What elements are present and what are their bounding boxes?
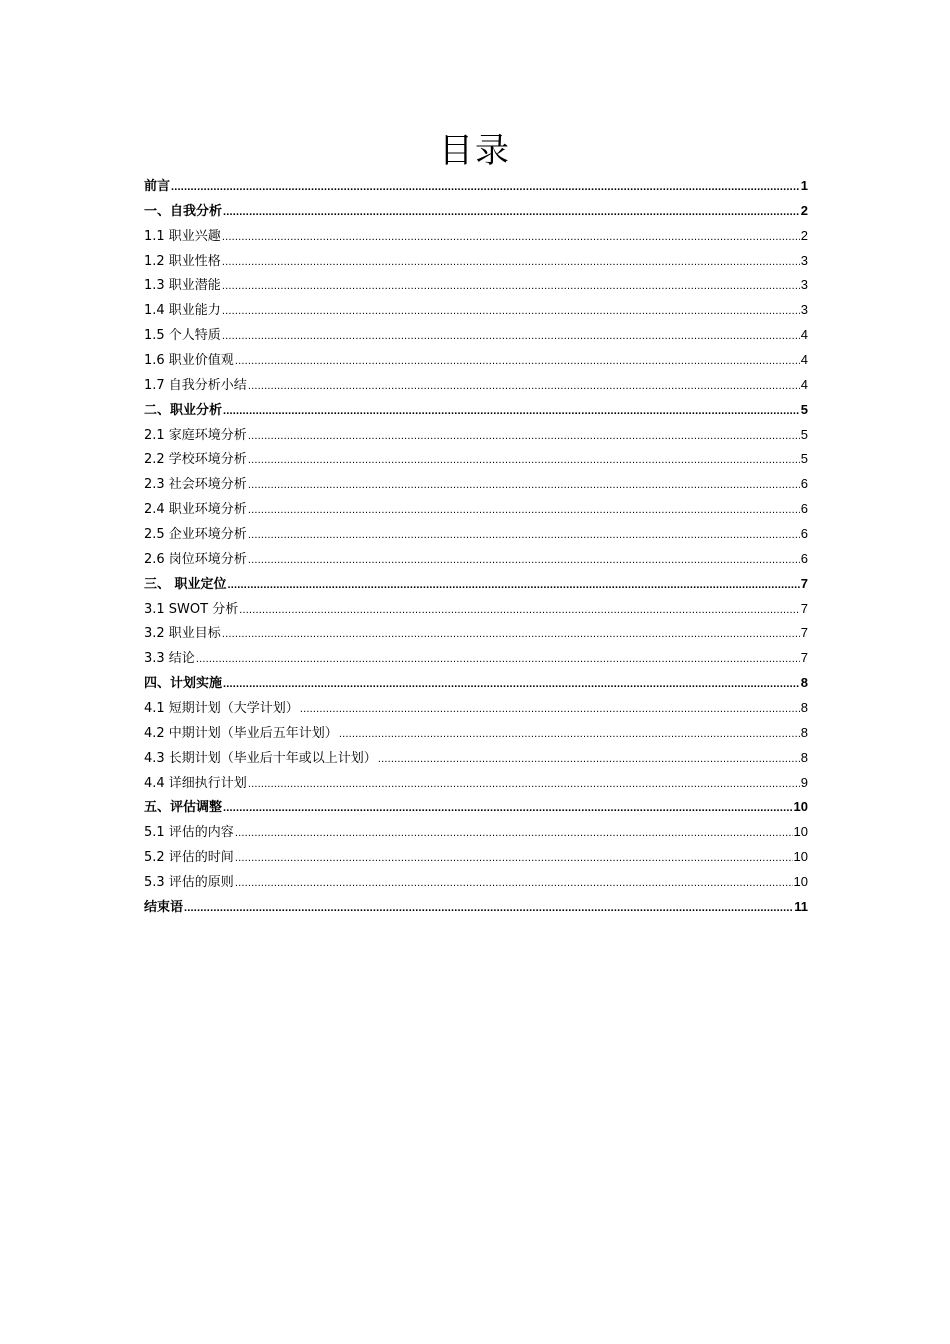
toc-entry-label: 2.6 岗位环境分析 xyxy=(144,551,247,567)
toc-entry[interactable] xyxy=(144,870,808,895)
toc-dot-leader xyxy=(196,647,800,672)
toc-entry[interactable] xyxy=(144,820,808,845)
toc-entry-label: 二、职业分析 xyxy=(144,402,223,418)
toc-entry-label: 4.3 长期计划（毕业后十年或以上计划） xyxy=(144,750,377,766)
toc-entry-page-number: 1 xyxy=(800,178,808,193)
toc-dot-leader xyxy=(228,573,800,598)
toc-entry-page-number: 7 xyxy=(800,600,808,616)
toc-entry-label: 1.4 职业能力 xyxy=(144,303,221,319)
toc-title: 目录 xyxy=(439,131,511,171)
toc-entry[interactable] xyxy=(144,771,808,796)
toc-dot-leader xyxy=(235,846,793,871)
toc-entry[interactable] xyxy=(144,895,808,920)
toc-entry[interactable] xyxy=(144,273,808,298)
toc-dot-leader xyxy=(248,498,800,523)
toc-entry[interactable] xyxy=(144,746,808,771)
toc-dot-leader xyxy=(248,473,800,498)
toc-entry-page-number: 3 xyxy=(800,302,808,318)
toc-entry-page-number: 6 xyxy=(800,550,808,566)
toc-entry-page-number: 5 xyxy=(800,451,808,467)
toc-entry-page-number: 10 xyxy=(793,874,808,890)
toc-dot-leader xyxy=(248,772,800,797)
toc-entry-label: 5.3 评估的原则 xyxy=(144,875,234,891)
toc-dot-leader xyxy=(222,274,800,299)
toc-entry-label: 五、评估调整 xyxy=(144,800,223,816)
toc-entry-label: 四、计划实施 xyxy=(144,676,223,692)
toc-entry-label: 结束语 xyxy=(144,899,184,915)
toc-entry-label: 1.6 职业价值观 xyxy=(144,353,234,369)
toc-entry-label: 4.2 中期计划（毕业后五年计划） xyxy=(144,725,338,741)
toc-entry[interactable] xyxy=(144,597,808,622)
toc-entry-page-number: 8 xyxy=(800,749,808,765)
toc-entry-label: 前言 xyxy=(144,179,171,194)
toc-entry-label: 1.1 职业兴趣 xyxy=(144,228,221,244)
toc-entry-page-number: 7 xyxy=(800,625,808,641)
toc-entry[interactable] xyxy=(144,199,808,224)
toc-dot-leader xyxy=(222,225,800,250)
toc-entry-page-number: 2 xyxy=(800,227,808,243)
toc-entry-label: 5.1 评估的内容 xyxy=(144,825,234,841)
toc-dot-leader xyxy=(378,747,800,772)
toc-entry[interactable] xyxy=(144,497,808,522)
toc-entry-page-number: 6 xyxy=(800,526,808,542)
toc-dot-leader xyxy=(300,697,800,722)
toc-entry[interactable] xyxy=(144,174,808,199)
toc-entry-label: 一、自我分析 xyxy=(144,203,223,219)
toc-entry-label: 1.3 职业潜能 xyxy=(144,278,221,294)
toc-dot-leader xyxy=(235,821,793,846)
toc-dot-leader xyxy=(184,896,793,921)
toc-entry-label: 5.2 评估的时间 xyxy=(144,850,234,866)
toc-entry-label: 2.4 职业环境分析 xyxy=(144,502,247,518)
toc-entry[interactable] xyxy=(144,572,808,597)
toc-entry-page-number: 9 xyxy=(800,774,808,790)
toc-dot-leader xyxy=(248,424,800,449)
toc-entry-page-number: 10 xyxy=(793,849,808,865)
toc-entry-label: 2.1 家庭环境分析 xyxy=(144,427,247,443)
toc-entry-page-number: 7 xyxy=(800,575,808,591)
toc-entry[interactable] xyxy=(144,621,808,646)
toc-entry-label: 3.3 结论 xyxy=(144,651,195,667)
toc-entry-page-number: 8 xyxy=(800,675,808,691)
toc-entry-label: 三、 职业定位 xyxy=(144,576,227,592)
toc-entry-page-number: 8 xyxy=(800,724,808,740)
toc-list xyxy=(144,174,808,920)
toc-entry[interactable] xyxy=(144,373,808,398)
toc-entry-label: 3.1 SWOT 分析 xyxy=(144,601,239,617)
toc-entry-label: 2.2 学校环境分析 xyxy=(144,452,247,468)
toc-dot-leader xyxy=(235,871,793,896)
toc-entry-label: 2.5 企业环境分析 xyxy=(144,527,247,543)
toc-entry-page-number: 3 xyxy=(800,252,808,268)
toc-entry-page-number: 7 xyxy=(800,650,808,666)
toc-entry[interactable] xyxy=(144,447,808,472)
toc-entry[interactable] xyxy=(144,795,808,820)
toc-dot-leader xyxy=(235,349,800,374)
toc-dot-leader xyxy=(171,175,800,200)
toc-dot-leader xyxy=(223,399,800,424)
toc-entry-page-number: 8 xyxy=(800,700,808,716)
toc-dot-leader xyxy=(248,448,800,473)
toc-dot-leader xyxy=(248,548,800,573)
toc-dot-leader xyxy=(223,672,800,697)
toc-entry[interactable] xyxy=(144,721,808,746)
toc-dot-leader xyxy=(222,299,800,324)
toc-entry-page-number: 4 xyxy=(800,376,808,392)
toc-dot-leader xyxy=(239,598,800,623)
toc-dot-leader xyxy=(223,796,793,821)
toc-dot-leader xyxy=(339,722,800,747)
toc-entry-page-number: 6 xyxy=(800,476,808,492)
toc-entry[interactable] xyxy=(144,646,808,671)
toc-entry[interactable] xyxy=(144,249,808,274)
toc-entry-page-number: 4 xyxy=(800,352,808,368)
toc-entry[interactable] xyxy=(144,696,808,721)
toc-entry-label: 1.5 个人特质 xyxy=(144,328,221,344)
toc-dot-leader xyxy=(223,200,800,225)
toc-entry[interactable] xyxy=(144,298,808,323)
toc-entry-page-number: 6 xyxy=(800,501,808,517)
toc-entry-page-number: 5 xyxy=(800,401,808,417)
toc-entry-page-number: 10 xyxy=(793,824,808,840)
toc-entry-page-number: 3 xyxy=(800,277,808,293)
toc-entry-label: 3.2 职业目标 xyxy=(144,626,221,642)
toc-entry[interactable] xyxy=(144,522,808,547)
toc-entry-page-number: 4 xyxy=(800,327,808,343)
toc-entry[interactable] xyxy=(144,224,808,249)
toc-entry[interactable] xyxy=(144,671,808,696)
toc-dot-leader xyxy=(248,374,800,399)
toc-entry-label: 1.2 职业性格 xyxy=(144,253,221,269)
toc-dot-leader xyxy=(222,250,800,275)
toc-entry[interactable] xyxy=(144,845,808,870)
toc-entry-label: 1.7 自我分析小结 xyxy=(144,377,247,393)
toc-entry-label: 4.4 详细执行计划 xyxy=(144,775,247,791)
toc-entry[interactable] xyxy=(144,398,808,423)
toc-entry-page-number: 11 xyxy=(794,898,808,914)
toc-entry[interactable] xyxy=(144,547,808,572)
toc-entry-page-number: 10 xyxy=(793,799,808,815)
toc-entry[interactable] xyxy=(144,348,808,373)
toc-entry-page-number: 5 xyxy=(800,426,808,442)
toc-entry[interactable] xyxy=(144,423,808,448)
toc-dot-leader xyxy=(222,622,800,647)
toc-entry[interactable] xyxy=(144,323,808,348)
toc-dot-leader xyxy=(248,523,800,548)
toc-entry-label: 4.1 短期计划（大学计划） xyxy=(144,701,299,717)
toc-dot-leader xyxy=(222,324,800,349)
toc-entry-page-number: 2 xyxy=(800,202,808,218)
toc-entry[interactable] xyxy=(144,472,808,497)
toc-entry-label: 2.3 社会环境分析 xyxy=(144,477,247,493)
